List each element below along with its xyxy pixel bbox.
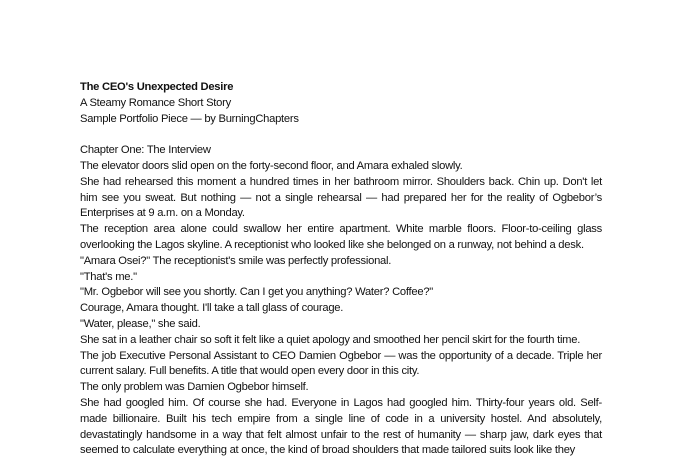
- paragraph: The only problem was Damien Ogbebor himself.: [80, 381, 309, 394]
- story-subtitle: A Steamy Romance Short Story: [80, 96, 231, 109]
- paragraph: The elevator doors slid open on the forty-second floor, and Amara exhaled slowly.: [80, 159, 463, 172]
- story-title: The CEO's Unexpected Desire: [80, 81, 234, 93]
- paragraph: She sat in a leather chair so soft it felt like a quiet apology and smoothed her pencil skirt for the fourth time.: [80, 333, 581, 346]
- paragraph: "That's me.": [80, 270, 137, 283]
- paragraph: She had googled him. Of course she had. Everyone in Lagos had googled him. Thirty-four years old. Self-made billionaire. Built his tech empire from a single line of code in a university hostel. And absolutely, devastatingly handsome in a way that felt almost unfair to the rest of humanity — sharp jaw, dark eyes that seemed to calculate everything at once, the kind of broad shoulders that made tailored suits look like they: [80, 396, 602, 457]
- paragraph: "Amara Osei?" The receptionist's smile was perfectly professional.: [80, 254, 392, 267]
- paragraph: "Water, please," she said.: [80, 317, 201, 330]
- story-content: [80, 80, 602, 459]
- paragraph: She had rehearsed this moment a hundred times in her bathroom mirror. Shoulders back. Chin up. Don't let him see you sweat. But nothing — not a single rehearsal — had prepared her for the reality of Ogbebor’s Enterprises at 9 a.m. on a Monday.: [80, 175, 602, 220]
- paragraph: "Mr. Ogbebor will see you shortly. Can I get you anything? Water? Coffee?": [80, 286, 434, 299]
- paragraph: The job Executive Personal Assistant to CEO Damien Ogbebor — was the opportunity of a decade. Triple her current salary. Full benefits. A title that would open every door in this city.: [80, 349, 602, 378]
- paragraph: The reception area alone could swallow her entire apartment. White marble floors. Floor-to-ceiling glass overlooking the Lagos skyline. A receptionist who looked like she belonged on a runway, not behind a desk.: [80, 223, 602, 251]
- spacer: [80, 127, 602, 143]
- chapter-heading: Chapter One: The Interview: [80, 144, 211, 157]
- paragraph: Courage, Amara thought. I'll take a tall glass of courage.: [80, 302, 344, 315]
- story-byline: Sample Portfolio Piece — by BurningChapters: [80, 112, 299, 125]
